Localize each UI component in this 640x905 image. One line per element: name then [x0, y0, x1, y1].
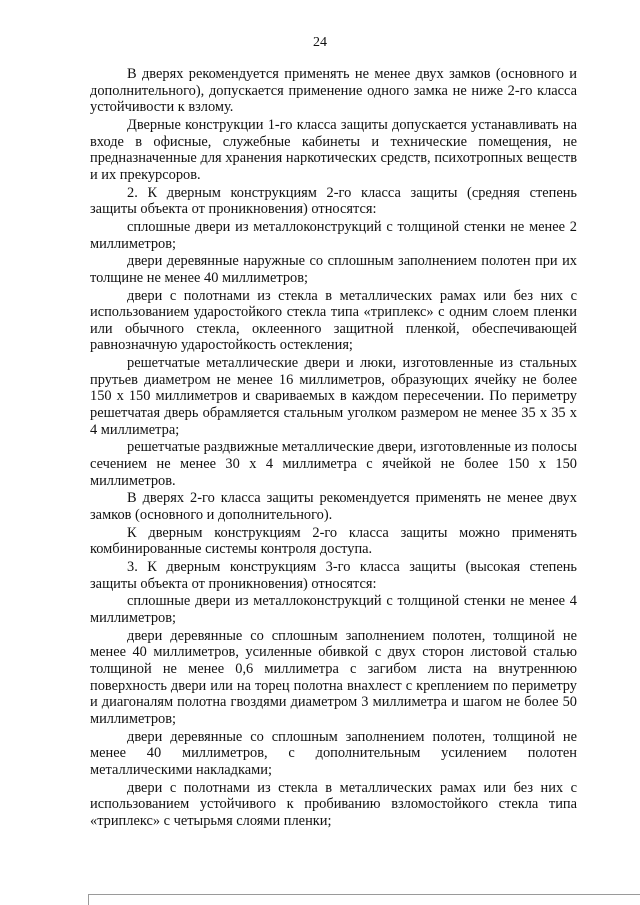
list-item: решетчатые раздвижные металлические двери, изготовленные из полосы сечением не менее 30 x 4 миллиметра с ячейкой не более 150 x 150 миллиметров. [90, 439, 577, 489]
paragraph-class2-locks: В дверях 2-го класса защиты рекомендуется применять не менее двух замков (основного и дополнительного). [90, 490, 577, 523]
scan-border [88, 894, 640, 905]
paragraph-locks-recommendation: В дверях рекомендуется применять не менее двух замков (основного и дополнительного), допускается применение одного замка не ниже 2-го класса устойчивости к взлому. [90, 66, 577, 116]
list-item: двери деревянные со сплошным заполнением полотен, толщиной не менее 40 миллиметров, с дополнительным усилением полотен металлическими накладками; [90, 728, 577, 778]
list-item: двери с полотнами из стекла в металлических рамах или без них с использованием устойчивого к пробиванию взломостойкого стекла типа «триплекс» с четырьмя слоями пленки; [90, 779, 577, 829]
list-item: двери деревянные со сплошным заполнением полотен, толщиной не менее 40 миллиметров, усиленные обивкой с двух сторон листовой сталью толщиной не менее 0,6 миллиметра с загибом листа на внутреннюю поверхность двери или на торец полотна внахлест с креплением по периметру и диагоналям полотна гвоздями диаметром 3 миллиметра и шагом не более 50 миллиметров; [90, 627, 577, 727]
paragraph-class2-heading: 2. К дверным конструкциям 2-го класса защиты (средняя степень защиты объекта от проникновения) относятся: [90, 184, 577, 218]
list-item: двери деревянные наружные со сплошным заполнением полотен при их толщине не менее 40 миллиметров; [90, 253, 577, 286]
list-item: решетчатые металлические двери и люки, изготовленные из стальных прутьев диаметром не менее 16 миллиметров, образующих ячейку не более 150 x 150 миллиметров и свариваемых в каждом пересечении. По периметру решетчатая дверь обрамляется стальным уголком размером не менее 35 x 35 x 4 миллиметра; [90, 355, 577, 438]
document-body [90, 66, 577, 831]
paragraph-class3-heading: 3. К дверным конструкциям 3-го класса защиты (высокая степень защиты объекта от проникновения) относятся: [90, 559, 577, 592]
page-number: 24 [313, 35, 327, 50]
paragraph-class2-access-control: К дверным конструкциям 2-го класса защиты можно применять комбинированные системы контроля доступа. [90, 524, 577, 558]
list-item: сплошные двери из металлоконструкций с толщиной стенки не менее 4 миллиметров; [90, 593, 577, 627]
list-item: сплошные двери из металлоконструкций с толщиной стенки не менее 2 миллиметров; [90, 218, 577, 252]
paragraph-class1-usage: Дверные конструкции 1-го класса защиты допускается устанавливать на входе в офисные, служебные кабинеты и технические помещения, не предназначенные для хранения наркотических средств, психотропных веществ и их прекурсоров. [90, 116, 577, 183]
list-item: двери с полотнами из стекла в металлических рамах или без них с использованием ударостойкого стекла типа «триплекс» с одним слоем пленки или обычного стекла, оклеенного защитной пленкой, обеспечивающей равнозначную ударостойкость остекления; [90, 287, 577, 354]
